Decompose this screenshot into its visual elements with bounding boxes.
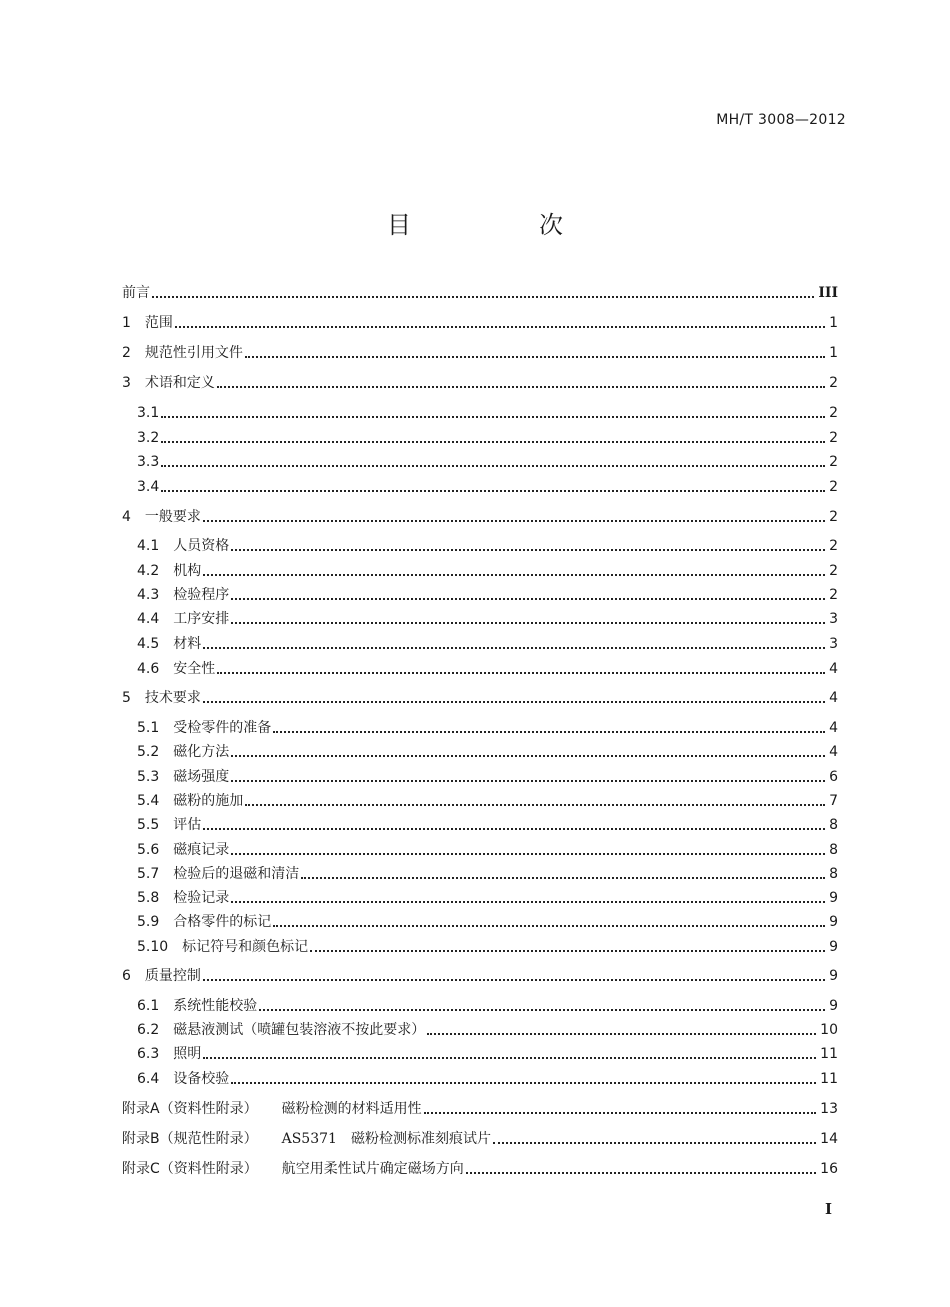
toc-entry-page: 9 — [829, 939, 838, 955]
dot-leader — [466, 1172, 816, 1174]
toc-entry-number: 5.7 — [137, 866, 160, 882]
dot-leader — [217, 672, 825, 674]
toc-entry[interactable] — [137, 994, 838, 1016]
toc-entry-number: 4.6 — [137, 661, 160, 677]
dot-leader — [161, 441, 825, 443]
toc-entry[interactable] — [137, 657, 838, 679]
dot-leader — [203, 520, 825, 522]
dot-leader — [273, 925, 825, 927]
dot-leader — [161, 416, 825, 418]
toc-entry[interactable] — [137, 475, 838, 497]
toc-entry-label: 磁痕记录 — [173, 842, 230, 858]
toc-entry-page: 4 — [829, 744, 838, 760]
dot-leader — [231, 598, 825, 600]
toc-entry[interactable] — [137, 607, 838, 629]
toc-entry-number: 5.6 — [137, 842, 160, 858]
toc-entry-label: 磁悬液测试（喷罐包装溶液不按此要求） — [173, 1022, 426, 1038]
dot-leader — [259, 1009, 825, 1011]
toc-entry[interactable] — [137, 716, 838, 738]
toc-entry-page: 8 — [829, 866, 838, 882]
toc-entry[interactable] — [137, 935, 838, 957]
dot-leader — [161, 490, 825, 492]
toc-entry[interactable] — [137, 862, 838, 884]
toc-entry-label: 照明 — [173, 1046, 202, 1062]
dot-leader — [203, 979, 825, 981]
toc-entry-page: 11 — [820, 1071, 838, 1087]
dot-leader — [301, 877, 825, 879]
dot-leader — [245, 804, 825, 806]
toc-entry[interactable] — [137, 1042, 838, 1064]
toc-entry-label: 评估 — [173, 817, 202, 833]
toc-entry-label: 人员资格 — [173, 538, 230, 554]
toc-entry-page: 2 — [829, 479, 838, 495]
dot-leader — [231, 755, 825, 757]
toc-entry-label: 受检零件的准备 — [173, 720, 272, 736]
toc-entry[interactable] — [122, 281, 838, 303]
toc-entry-label: 航空用柔性试片确定磁场方向 — [281, 1161, 464, 1177]
toc-entry-label: 质量控制 — [144, 968, 201, 984]
toc-entry-number: 附录B（规范性附录） — [122, 1131, 258, 1147]
toc-entry[interactable] — [137, 838, 838, 860]
dot-leader — [161, 465, 825, 467]
dot-leader — [493, 1142, 816, 1144]
toc-entry[interactable] — [137, 632, 838, 654]
toc-entry-label: 设备校验 — [173, 1071, 230, 1087]
toc-entry-page: 3 — [829, 636, 838, 652]
toc-entry[interactable] — [137, 559, 838, 581]
toc-entry-page: 9 — [829, 998, 838, 1014]
dot-leader — [203, 574, 825, 576]
dot-leader — [245, 356, 825, 358]
dot-leader — [273, 731, 825, 733]
dot-leader — [152, 296, 814, 298]
toc-entry-label: 磁场强度 — [173, 769, 230, 785]
toc-entry-number: 6.2 — [137, 1022, 160, 1038]
toc-entry[interactable] — [122, 964, 838, 986]
toc-entry-number: 4.2 — [137, 563, 160, 579]
toc-entry-page: 8 — [829, 842, 838, 858]
dot-leader — [203, 828, 825, 830]
toc-entry-number: 5.3 — [137, 769, 160, 785]
toc-entry[interactable] — [137, 910, 838, 932]
toc-entry-number: 6.4 — [137, 1071, 160, 1087]
toc-entry-number: 6.1 — [137, 998, 160, 1014]
toc-entry[interactable] — [137, 1067, 838, 1089]
toc-entry-page: 6 — [829, 769, 838, 785]
toc-entry[interactable] — [137, 1018, 838, 1040]
toc-entry[interactable] — [122, 505, 838, 527]
toc-entry-number: 5.2 — [137, 744, 160, 760]
toc-entry-label: 机构 — [173, 563, 202, 579]
toc-entry-page: 16 — [820, 1161, 838, 1177]
page-number: I — [824, 1200, 832, 1218]
toc-entry-page: 3 — [829, 611, 838, 627]
toc-entry-page: 4 — [829, 690, 838, 706]
toc-entry-label: 材料 — [173, 636, 202, 652]
toc-entry[interactable] — [122, 1097, 838, 1119]
toc-entry-page: 9 — [829, 914, 838, 930]
toc-entry-page: 2 — [829, 563, 838, 579]
toc-entry-number: 1 — [122, 315, 131, 331]
toc-entry-page: 2 — [829, 509, 838, 525]
toc-entry-label: 工序安排 — [173, 611, 230, 627]
toc-entry-number: 4 — [122, 509, 131, 525]
toc-entry-page: 10 — [820, 1022, 838, 1038]
toc-entry-page: 11 — [820, 1046, 838, 1062]
dot-leader — [310, 950, 825, 952]
toc-entry-number: 4.3 — [137, 587, 160, 603]
toc-entry-label: 术语和定义 — [144, 375, 215, 391]
toc-entry-number: 3.2 — [137, 430, 160, 446]
toc-entry-number: 5.4 — [137, 793, 160, 809]
document-code: MH/T 3008—2012 — [716, 112, 846, 128]
toc-entry[interactable] — [137, 426, 838, 448]
toc-entry-page: 1 — [829, 315, 838, 331]
toc-entry-page: 9 — [829, 890, 838, 906]
toc-entry-label: 规范性引用文件 — [144, 345, 243, 361]
dot-leader — [231, 901, 825, 903]
toc-entry[interactable] — [122, 371, 838, 393]
toc-entry-page: 2 — [829, 405, 838, 421]
toc-entry[interactable] — [137, 401, 838, 423]
toc-entry-page: 2 — [829, 430, 838, 446]
toc-entry-label: 系统性能校验 — [173, 998, 258, 1014]
toc-entry-page: 4 — [829, 661, 838, 677]
toc-entry[interactable] — [137, 886, 838, 908]
toc-entry[interactable] — [137, 813, 838, 835]
toc-entry-page: 13 — [820, 1101, 838, 1117]
toc-entry-label: 磁粉检测的材料适用性 — [281, 1101, 422, 1117]
toc-entry-number: 5.8 — [137, 890, 160, 906]
toc-entry[interactable] — [122, 1127, 838, 1149]
toc-entry-number: 4.1 — [137, 538, 160, 554]
toc-entry-number: 5.10 — [137, 939, 169, 955]
toc-entry-number: 5.9 — [137, 914, 160, 930]
toc-entry-label: 一般要求 — [144, 509, 201, 525]
toc-entry[interactable] — [137, 765, 838, 787]
toc-entry[interactable] — [122, 311, 838, 333]
toc-entry-page: 8 — [829, 817, 838, 833]
toc-entry[interactable] — [137, 789, 838, 811]
dot-leader — [203, 647, 825, 649]
toc-entry-number: 3.3 — [137, 454, 160, 470]
toc-title: 目 次 — [387, 211, 615, 239]
toc-entry-label: 安全性 — [173, 661, 216, 677]
dot-leader — [203, 1057, 816, 1059]
toc-entry-page: 2 — [829, 454, 838, 470]
toc-entry-label: AS5371 磁粉检测标准刻痕试片 — [281, 1131, 491, 1147]
toc-entry-number: 5.5 — [137, 817, 160, 833]
toc-entry-number: 5 — [122, 690, 131, 706]
dot-leader — [203, 701, 825, 703]
toc-entry-number: 3 — [122, 375, 131, 391]
toc-entry-number: 4.5 — [137, 636, 160, 652]
toc-entry[interactable] — [137, 740, 838, 762]
dot-leader — [217, 386, 825, 388]
toc-entry[interactable] — [122, 341, 838, 363]
toc-entry-label: 磁化方法 — [173, 744, 230, 760]
toc-entry-label: 磁粉的施加 — [173, 793, 244, 809]
toc-entry-page: 9 — [829, 968, 838, 984]
toc-entry-page: 2 — [829, 587, 838, 603]
toc-entry-number: 6.3 — [137, 1046, 160, 1062]
toc-entry-number: 附录C（资料性附录） — [122, 1161, 258, 1177]
toc-entry-label: 检验后的退磁和清洁 — [173, 866, 300, 882]
toc-entry[interactable] — [137, 583, 838, 605]
toc-entry-label: 技术要求 — [144, 690, 201, 706]
toc-entry-number: 5.1 — [137, 720, 160, 736]
toc-entry-label: 检验记录 — [173, 890, 230, 906]
toc-entry-page: 2 — [829, 375, 838, 391]
dot-leader — [175, 326, 825, 328]
dot-leader — [231, 1082, 816, 1084]
toc-entry-number: 6 — [122, 968, 131, 984]
toc-entry[interactable] — [137, 450, 838, 472]
toc-entry-label: 标记符号和颜色标记 — [182, 939, 309, 955]
dot-leader — [427, 1033, 816, 1035]
toc-entry-number: 4.4 — [137, 611, 160, 627]
toc-entry[interactable] — [122, 686, 838, 708]
toc-entry[interactable] — [137, 534, 838, 556]
toc-entry-page: 2 — [829, 538, 838, 554]
dot-leader — [424, 1112, 817, 1114]
toc-entry-label: 合格零件的标记 — [173, 914, 272, 930]
toc-entry-page: 7 — [829, 793, 838, 809]
toc-entry-page: 1 — [829, 345, 838, 361]
toc-entry-number: 3.4 — [137, 479, 160, 495]
toc-entry-label: 前言 — [122, 285, 150, 301]
toc-entry-number: 附录A（资料性附录） — [122, 1101, 258, 1117]
toc-entry-page: III — [818, 285, 838, 301]
toc-entry-page: 4 — [829, 720, 838, 736]
toc-entry[interactable] — [122, 1157, 838, 1179]
dot-leader — [231, 549, 825, 551]
toc-entry-page: 14 — [820, 1131, 838, 1147]
toc-entry-number: 2 — [122, 345, 131, 361]
toc-entry-label: 范围 — [144, 315, 173, 331]
dot-leader — [231, 622, 825, 624]
dot-leader — [231, 853, 825, 855]
toc-entry-number: 3.1 — [137, 405, 160, 421]
toc-entry-label: 检验程序 — [173, 587, 230, 603]
dot-leader — [231, 780, 825, 782]
